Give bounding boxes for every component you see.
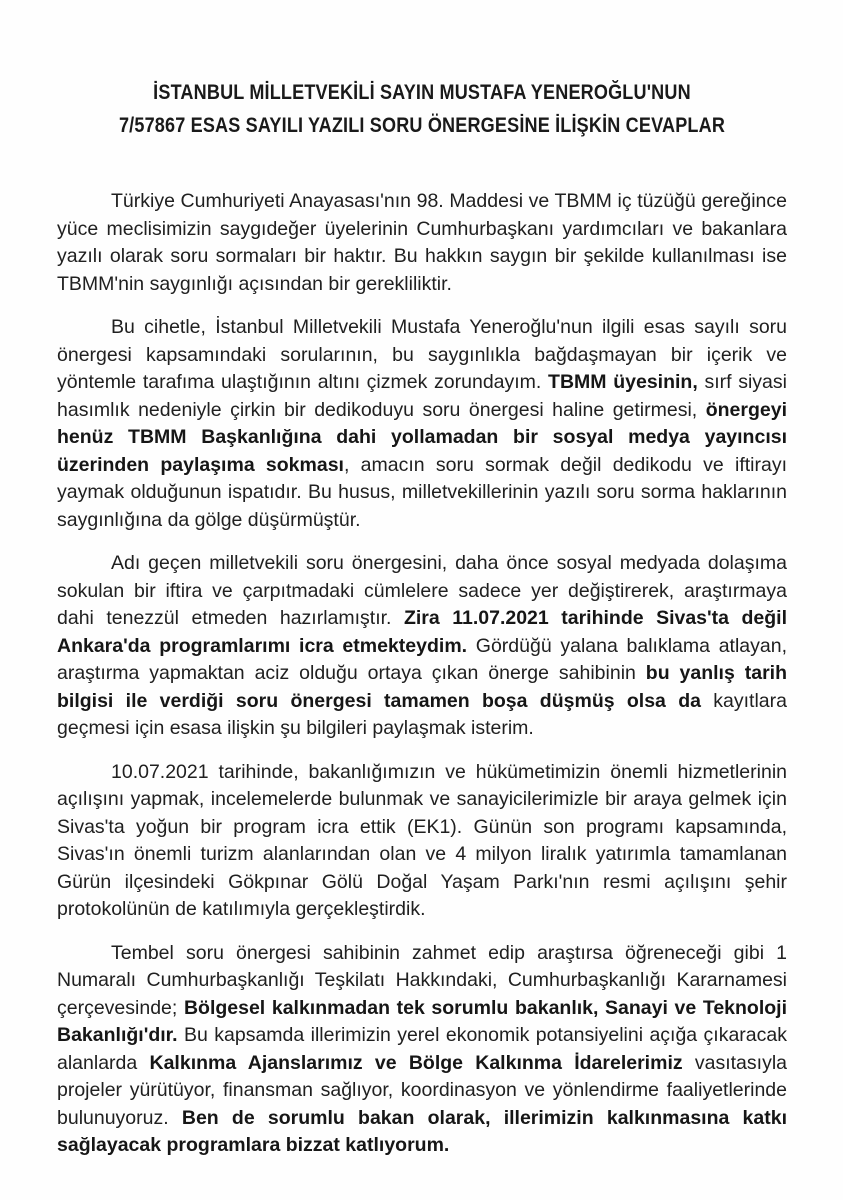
text-run: Bu cihetle, İstanbul Milletvekili Mustafa Yeneroğlu'nun ilgili esas sayılı soru önergesi kapsamındaki sorularının, bu saygınlıkla bağdaşmayan bir içerik ve yöntemle tarafıma ulaştığının altını çizmek zorundayım. <box>57 316 787 393</box>
paragraph <box>57 940 787 1160</box>
text-run: Tembel soru önergesi sahibinin zahmet edip araştırsa öğreneceği gibi 1 Numaralı Cumhurbaşkanlığı Teşkilatı Hakkındaki, Cumhurbaşkanlığı Kararnamesi çerçevesinde; <box>57 941 787 1019</box>
paragraph <box>57 759 787 924</box>
bold-text-run: Zira 11.07.2021 tarihinde Sivas'ta değil Ankara'da programlarımı icra etmekteydim. <box>57 607 787 657</box>
text-run: Adı geçen milletvekili soru önergesini, daha önce sosyal medyada dolaşıma sokulan bir iftira ve çarpıtmadaki cümlelere sadece yer değiştirerek, araştırmaya dahi tenezzül etmeden hazırlamıştır. <box>57 552 787 629</box>
document-title-line1: İSTANBUL MİLLETVEKİLİ SAYIN MUSTAFA YENEROĞLU'NUN <box>153 80 691 104</box>
bold-text-run: Kalkınma Ajanslarımız ve Bölge Kalkınma İdarelerimiz <box>149 1051 683 1074</box>
text-run: sırf siyasi hasımlık nedeniyle çirkin bir dedikoduyu soru önergesi haline getirmesi, <box>57 371 787 421</box>
bold-text-run: bu yanlış tarih bilgisi ile verdiği soru önergesi tamamen boşa düşmüş olsa da <box>57 662 787 712</box>
paragraph <box>57 314 787 534</box>
text-run: Gördüğü yalana balıklama atlayan, araştırma yapmaktan aciz olduğu ortaya çıkan önerge sahibinin <box>57 634 787 684</box>
document-title <box>57 76 787 142</box>
bold-text-run: önergeyi henüz TBMM Başkanlığına dahi yollamadan bir sosyal medya yayıncısı üzerinden paylaşıma sokması <box>57 398 787 476</box>
text-run: 10.07.2021 tarihinde, bakanlığımızın ve hükümetimizin önemli hizmetlerinin açılışını yapmak, incelemelerde bulunmak ve sanayicilerimizle bir araya gelmek için Sivas'ta yoğun bir program icra ettik (EK1). Günün son programı kapsamında, Sivas'ın önemli turizm alanlarından olan ve 4 milyon liralık yatırımla tamamlanan Gürün ilçesindeki Gökpınar Gölü Doğal Yaşam Parkı'nın resmi açılışını şehir protokolünün de katılımıyla gerçekleştirdik. <box>57 760 787 920</box>
text-run: Türkiye Cumhuriyeti Anayasası'nın 98. Maddesi ve TBMM iç tüzüğü gereğince yüce meclisimizin saygıdeğer üyelerinin Cumhurbaşkanı yardımcıları ve bakanlara yazılı olarak soru sormaları bir haktır. Bu hakkın saygın bir şekilde kullanılması ise TBMM'nin saygınlığı açısından bir gerekliliktir. <box>57 190 787 295</box>
text-run: vasıtasıyla projeler yürütüyor, finansman sağlıyor, koordinasyon ve yönlendirme faaliyetlerinde bulunuyoruz. <box>57 1051 787 1129</box>
bold-text-run: Bölgesel kalkınmadan tek sorumlu bakanlık, Sanayi ve Teknoloji Bakanlığı'dır. <box>57 996 787 1046</box>
document-body <box>57 188 787 1160</box>
paragraph <box>57 188 787 298</box>
text-run: Bu kapsamda illerimizin yerel ekonomik potansiyelini açığa çıkaracak alanlarda <box>57 1024 787 1074</box>
document-title-line2: 7/57867 ESAS SAYILI YAZILI SORU ÖNERGESİNE İLİŞKİN CEVAPLAR <box>118 113 726 137</box>
text-run: , amacın soru sormak değil dedikodu ve iftirayı yaymak olduğunun ispatıdır. Bu husus, milletvekillerinin yazılı soru sorma haklarının saygınlığına da gölge düşürmüştür. <box>57 453 787 531</box>
paragraph <box>57 550 787 743</box>
bold-text-run: Ben de sorumlu bakan olarak, illerimizin kalkınmasına katkı sağlayacak programlara bizzat katlıyorum. <box>57 1106 787 1156</box>
bold-text-run: TBMM üyesinin, <box>548 371 698 393</box>
text-run: kayıtlara geçmesi için esasa ilişkin şu bilgileri paylaşmak isterim. <box>57 689 787 739</box>
